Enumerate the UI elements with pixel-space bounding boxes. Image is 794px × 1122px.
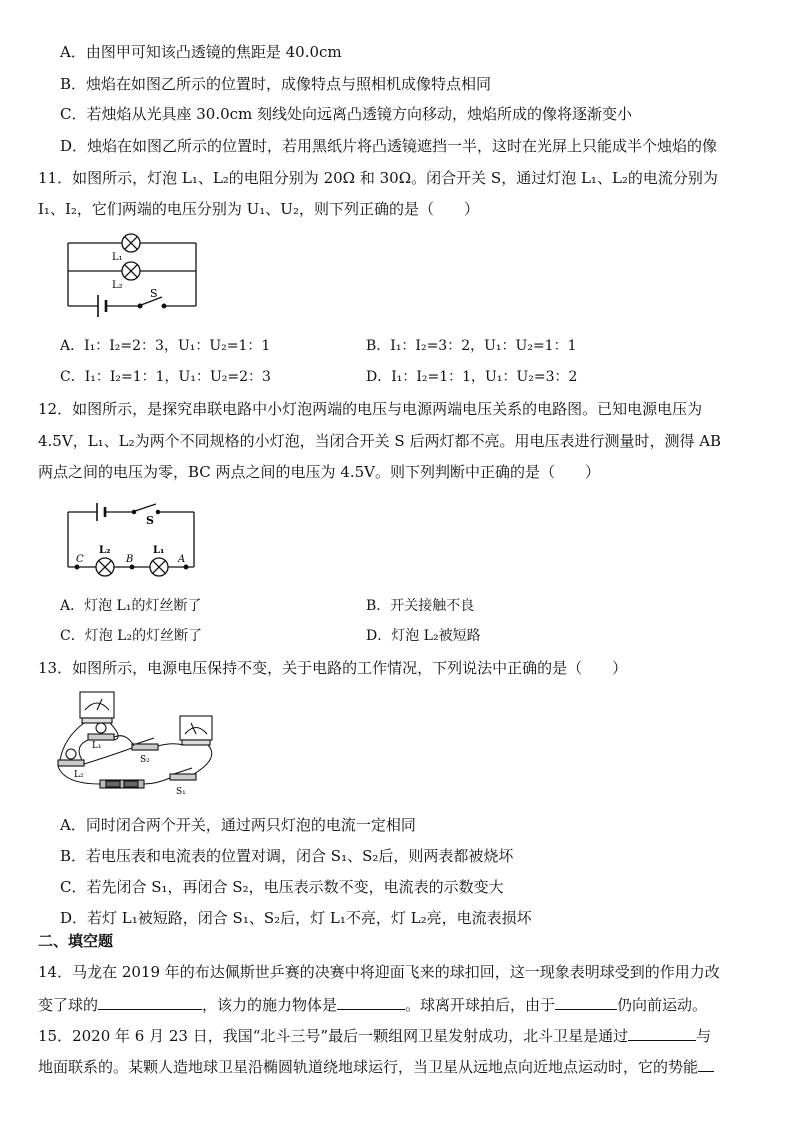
battery-icon <box>100 780 144 788</box>
q11-label-s: S <box>150 287 158 300</box>
q14-blank-3[interactable] <box>555 994 617 1010</box>
q13-label-l1: L₁ <box>92 741 102 751</box>
lamp-l2-icon <box>96 558 114 576</box>
q10-option-c: C．若烛焰从光具座 30.0cm 刻线处向远离凸透镜方向移动，烛焰所成的像将逐渐变小 <box>60 105 633 123</box>
q12-option-d: D．灯泡 L₂被短路 <box>366 628 481 644</box>
q12-label-l2: L₂ <box>99 545 111 556</box>
q10-option-d: D．烛焰在如图乙所示的位置时，若用黑纸片将凸透镜遮挡一半，这时在光屏上只能成半个烛焰的像 <box>60 137 718 155</box>
q15-blank-2[interactable] <box>698 1056 714 1072</box>
q14-line2: 变了球的 ，该力的施力物体是 。球离开球拍后，由于 仍向前运动。 <box>38 996 708 1014</box>
q10-option-b: B．烛焰在如图乙所示的位置时，成像特点与照相机成像特点相同 <box>60 75 492 93</box>
q13-option-c: C．若先闭合 S₁，再闭合 S₂，电压表示数不变，电流表的示数变大 <box>60 878 504 896</box>
lamp-l1-icon <box>122 234 140 252</box>
q13-label-l2: L₂ <box>74 770 84 780</box>
q13-label-s2: S₂ <box>140 755 150 765</box>
lamp-l2-icon <box>122 262 140 280</box>
q15-blank-1[interactable] <box>628 1025 696 1041</box>
q13-option-b: B．若电压表和电流表的位置对调，闭合 S₁、S₂后，则两表都被烧坏 <box>60 847 514 865</box>
q12-label-s: S <box>146 514 154 527</box>
ammeter-icon <box>80 692 114 723</box>
q12-stem-line1: 12．如图所示，是探究串联电路中小灯泡两端的电压与电源两端电压关系的电路图。已知电源电压为 <box>38 400 703 418</box>
q11-label-l2: L₂ <box>112 280 123 291</box>
q11-label-l1: L₁ <box>112 252 123 263</box>
lamp-l1-icon <box>150 558 168 576</box>
q11-option-a: A．I₁：I₂=2：3，U₁：U₂=1：1 <box>60 338 271 354</box>
q14-line1: 14．马龙在 2019 年的布达佩斯世乒赛的决赛中将迎面飞来的球扣回，这一现象表明球受到的作用力改 <box>38 963 720 981</box>
q11-circuit-diagram <box>60 233 210 328</box>
voltmeter-icon <box>180 716 212 745</box>
q11-option-d: D．I₁：I₂=1：1，U₁：U₂=3：2 <box>366 369 578 385</box>
q13-option-d: D．若灯 L₁被短路，闭合 S₁、S₂后，灯 L₁不亮，灯 L₂亮，电流表损坏 <box>60 909 532 927</box>
q12-label-l1: L₁ <box>153 545 165 556</box>
q12-label-c: C <box>76 554 84 565</box>
q12-label-b: B <box>126 554 134 565</box>
q11-stem-line2: I₁、I₂，它们两端的电压分别为 U₁、U₂，则下列正确的是（ ） <box>38 200 479 218</box>
q12-circuit-diagram <box>62 500 202 582</box>
switch-s2-icon <box>132 738 158 750</box>
bulb-l1-icon <box>88 723 114 740</box>
q15-line2: 地面联系的。某颗人造地球卫星沿椭圆轨道绕地球运行，当卫星从远地点向近地点运动时，它的势能 <box>38 1056 714 1077</box>
q13-option-a: A．同时闭合两个开关，通过两只灯泡的电流一定相同 <box>60 816 416 834</box>
q11-option-c: C．I₁：I₂=1：1，U₁：U₂=2：3 <box>60 369 271 385</box>
q11-stem-line1: 11．如图所示，灯泡 L₁、L₂的电阻分别为 20Ω 和 30Ω。闭合开关 S，通过灯泡 L₁、L₂的电流分别为 <box>38 169 718 187</box>
q12-option-a: A．灯泡 L₁的灯丝断了 <box>60 598 202 614</box>
switch-s1-icon <box>170 768 196 780</box>
q15-line1: 15．2020 年 6 月 23 日，我国“北斗三号”最后一颗组网卫星发射成功，北斗卫星是通过 与 <box>38 1027 712 1045</box>
q12-option-c: C．灯泡 L₂的灯丝断了 <box>60 628 203 644</box>
section-title: 二、填空题 <box>38 932 114 950</box>
q13-label-s1: S₁ <box>176 787 186 797</box>
q13-physical-circuit-diagram <box>44 688 224 800</box>
q12-label-a: A <box>178 554 186 565</box>
q13-stem: 13．如图所示，电源电压保持不变，关于电路的工作情况，下列说法中正确的是（ ） <box>38 659 628 677</box>
q12-stem-line2: 4.5V，L₁、L₂为两个不同规格的小灯泡，当闭合开关 S 后两灯都不亮。用电压表进行测量时，测得 AB <box>38 432 722 450</box>
q11-option-b: B．I₁：I₂=3：2，U₁：U₂=1：1 <box>366 338 577 354</box>
q14-blank-2[interactable] <box>337 994 405 1010</box>
q12-option-b: B．开关接触不良 <box>366 598 475 614</box>
q10-option-a: A．由图甲可知该凸透镜的焦距是 40.0cm <box>60 43 342 61</box>
q14-blank-1[interactable] <box>98 994 202 1010</box>
q12-stem-line3: 两点之间的电压为零，BC 两点之间的电压为 4.5V。则下列判断中正确的是（ ） <box>38 463 601 481</box>
